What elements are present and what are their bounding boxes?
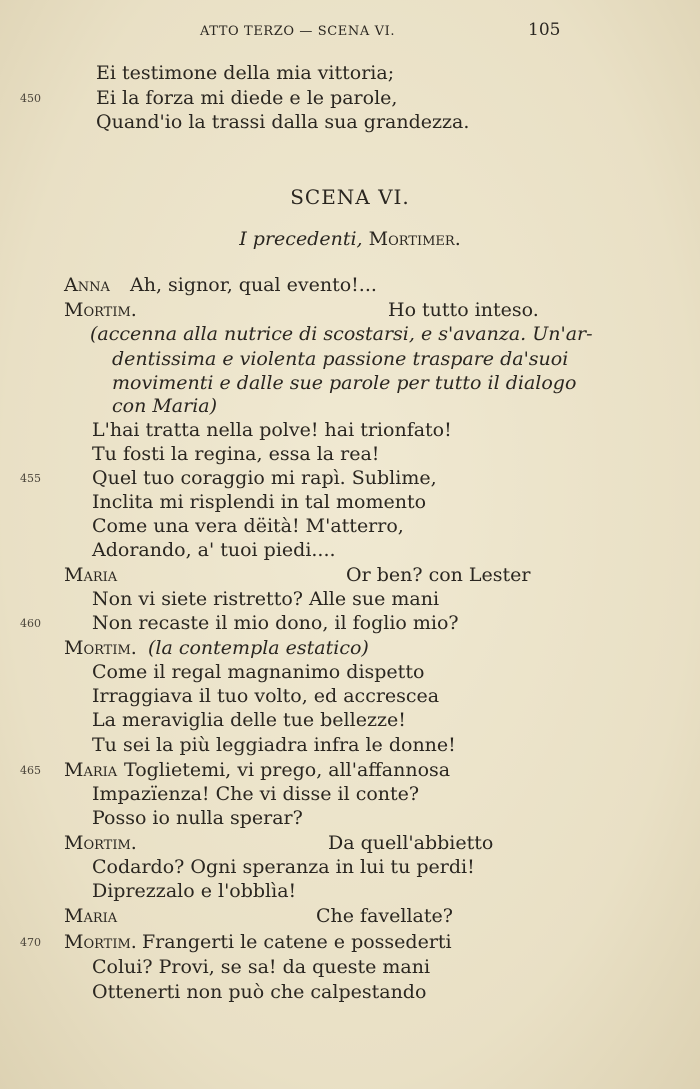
speaker-name: Maria	[64, 905, 118, 927]
verse-line	[0, 980, 700, 1004]
verse-line	[0, 418, 700, 442]
verse-line	[0, 86, 700, 110]
speaker-name: Anna	[64, 274, 110, 296]
page-number: 105	[528, 20, 561, 40]
cast-line	[0, 227, 700, 251]
verse-text: Non vi siete ristretto? Alle sue mani	[92, 588, 440, 610]
verse-line	[0, 733, 700, 757]
cast-name: Mortimer.	[368, 228, 461, 250]
verse-line	[0, 855, 700, 879]
page-header	[0, 18, 700, 48]
verse-line	[0, 490, 700, 514]
scene-title: SCENA VI.	[290, 185, 410, 209]
verse-text: Impazïenza! Che vi disse il conte?	[92, 783, 420, 805]
verse-text: Come una vera dëità! M'atterro,	[92, 515, 404, 537]
verse-text: Tu sei la più leggiadra infra le donne!	[92, 734, 456, 756]
speaker-name: Mortim.	[64, 637, 137, 659]
verse-line	[0, 466, 700, 490]
verse-line	[0, 110, 700, 134]
verse-line	[0, 831, 700, 855]
verse-text: Codardo? Ogni speranza in lui tu perdi!	[92, 856, 475, 878]
verse-line	[0, 563, 700, 587]
verse-text: Ah, signor, qual evento!...	[130, 274, 377, 296]
stage-direction-text: (accenna alla nutrice di scostarsi, e s'avanza. Un'ar-	[90, 323, 593, 345]
verse-line	[0, 442, 700, 466]
stage-direction-text: (la contempla estatico)	[148, 637, 369, 659]
verse-text: Posso io nulla sperar?	[92, 807, 303, 829]
verse-text: La meraviglia delle tue bellezze!	[92, 709, 406, 731]
verse-text: Quel tuo coraggio mi rapì. Sublime,	[92, 467, 437, 489]
cast-intro: I precedenti,	[239, 228, 369, 250]
stage-direction-text: dentissima e violenta passione traspare da'suoi	[112, 348, 569, 370]
verse-text: Ho tutto inteso.	[388, 299, 539, 321]
verse-text: Adorando, a' tuoi piedi....	[92, 539, 336, 561]
verse-line	[0, 587, 700, 611]
verse-line	[0, 904, 700, 928]
line-number: 455	[20, 472, 41, 485]
verse-text: Da quell'abbietto	[328, 832, 494, 854]
verse-line	[0, 782, 700, 806]
stage-direction	[0, 394, 700, 418]
stage-direction	[0, 371, 700, 395]
line-number: 465	[20, 764, 41, 777]
verse-line	[0, 273, 700, 297]
verse-text: Come il regal magnanimo dispetto	[92, 661, 425, 683]
verse-text: Quand'io la trassi dalla sua grandezza.	[96, 111, 470, 133]
verse-text: Toglietemi, vi prego, all'affannosa	[124, 759, 451, 781]
line-number: 450	[20, 92, 41, 105]
verse-line	[0, 930, 700, 954]
verse-text: Che favellate?	[316, 905, 453, 927]
verse-text: Ei testimone della mia vittoria;	[96, 62, 395, 84]
verse-text: Ottenerti non può che calpestando	[92, 981, 427, 1003]
verse-line	[0, 538, 700, 562]
verse-line	[0, 684, 700, 708]
verse-text: Or ben? con Lester	[346, 564, 531, 586]
speaker-name: Maria	[64, 564, 118, 586]
speaker-name: Mortim.	[64, 931, 137, 953]
speaker-name: Maria	[64, 759, 118, 781]
stage-direction-text: con Maria)	[112, 395, 218, 417]
verse-text: Diprezzalo e l'obblìa!	[92, 880, 297, 902]
verse-text: Irraggiava il tuo volto, ed accrescea	[92, 685, 440, 707]
speaker-name: Mortim.	[64, 299, 137, 321]
verse-line	[0, 708, 700, 732]
verse-line	[0, 660, 700, 684]
verse-text: Colui? Provi, se sa! da queste mani	[92, 956, 431, 978]
verse-line	[0, 298, 700, 322]
verse-line	[0, 879, 700, 903]
verse-text: L'hai tratta nella polve! hai trionfato!	[92, 419, 452, 441]
stage-direction	[0, 322, 700, 346]
verse-text: Ei la forza mi diede e le parole,	[96, 87, 398, 109]
verse-line	[0, 611, 700, 635]
verse-line	[0, 758, 700, 782]
speaker-name: Mortim.	[64, 832, 137, 854]
verse-text: Inclita mi risplendi in tal momento	[92, 491, 427, 513]
verse-text: Frangerti le catene e possederti	[142, 931, 452, 953]
verse-line	[0, 955, 700, 979]
verse-line	[0, 61, 700, 85]
verse-text: Tu fosti la regina, essa la rea!	[92, 443, 380, 465]
line-number: 460	[20, 617, 41, 630]
line-number: 470	[20, 936, 41, 949]
verse-line	[0, 806, 700, 830]
verse-text: Non recaste il mio dono, il foglio mio?	[92, 612, 459, 634]
verse-line	[0, 514, 700, 538]
stage-direction	[0, 347, 700, 371]
verse-line	[0, 636, 700, 660]
stage-direction-text: movimenti e dalle sue parole per tutto il dialogo	[112, 372, 577, 394]
running-head: ATTO TERZO — SCENA VI.	[200, 24, 396, 39]
